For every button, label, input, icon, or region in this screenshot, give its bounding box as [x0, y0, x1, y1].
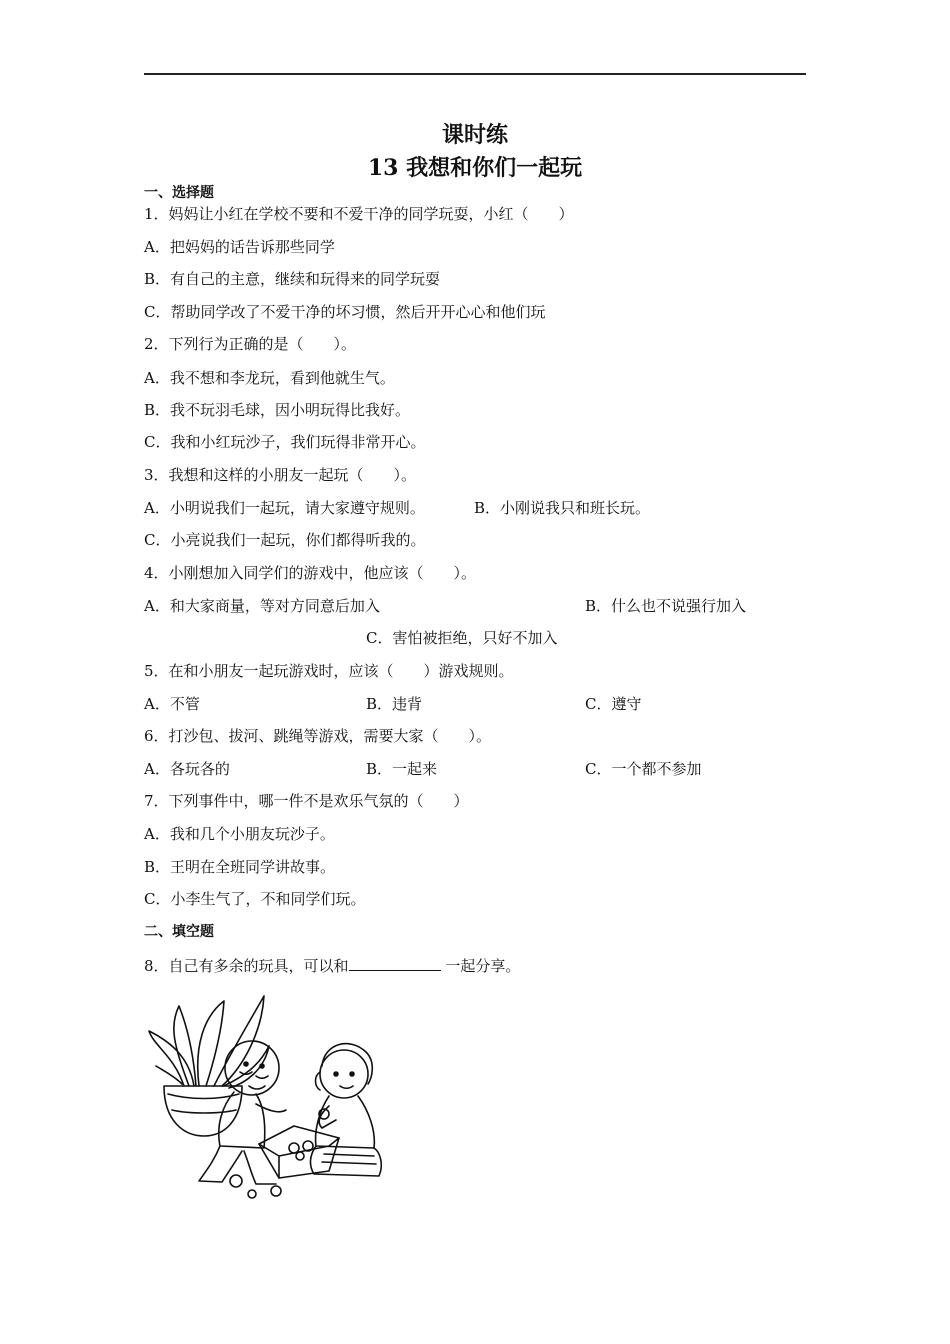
question-7-option-b: B．王明在全班同学讲故事。: [144, 858, 336, 876]
question-5-stem: 5．在和小朋友一起玩游戏时，应该（ ）游戏规则。: [144, 662, 514, 680]
question-1-option-c: C．帮助同学改了不爱干净的坏习惯，然后开开心心和他们玩: [144, 303, 546, 321]
question-1-stem: 1．妈妈让小红在学校不要和不爱干净的同学玩耍，小红（ ）: [144, 205, 574, 223]
question-6-option-b: B．一起来: [366, 760, 438, 778]
question-8: [144, 956, 520, 976]
question-5-option-a: A．不管: [144, 695, 200, 713]
lesson-title: 13 我想和你们一起玩: [367, 155, 583, 181]
page-title: 课时练: [441, 122, 508, 148]
question-6-option-c: C．一个都不参加: [585, 760, 702, 778]
question-1-option-b: B．有自己的主意，继续和玩得来的同学玩耍: [144, 270, 441, 288]
question-6-option-a: A．各玩各的: [144, 760, 230, 778]
question-8-text-after: 一起分享。: [440, 957, 521, 975]
question-8-text-before: 8．自己有多余的玩具，可以和: [144, 957, 349, 975]
question-2-stem: 2．下列行为正确的是（ ）。: [144, 335, 357, 353]
question-4-stem: 4．小刚想加入同学们的游戏中，他应该（ ）。: [144, 564, 477, 582]
question-3-option-a: A．小明说我们一起玩，请大家遵守规则。: [144, 499, 425, 517]
question-2-option-b: B．我不玩羽毛球，因小明玩得比我好。: [144, 401, 411, 419]
question-7-option-c: C．小李生气了，不和同学们玩。: [144, 890, 366, 908]
question-4-option-b: B．什么也不说强行加入: [585, 597, 747, 615]
question-5-option-b: B．违背: [366, 695, 423, 713]
question-6-stem: 6．打沙包、拔河、跳绳等游戏，需要大家（ ）。: [144, 727, 492, 745]
question-3-option-c: C．小亮说我们一起玩，你们都得听我的。: [144, 531, 426, 549]
question-4-option-a: A．和大家商量，等对方同意后加入: [144, 597, 380, 615]
answer-blank[interactable]: [349, 956, 441, 971]
question-4-option-c: C．害怕被拒绝，只好不加入: [366, 629, 558, 647]
question-5-option-c: C．遵守: [585, 695, 642, 713]
question-2-option-c: C．我和小红玩沙子，我们玩得非常开心。: [144, 433, 426, 451]
section-heading-choice: 一、选择题: [144, 185, 214, 201]
question-7-stem: 7．下列事件中，哪一件不是欢乐气氛的（ ）: [144, 792, 469, 810]
question-7-option-a: A．我和几个小朋友玩沙子。: [144, 825, 335, 843]
section-heading-fill: 二、填空题: [144, 924, 214, 940]
question-1-option-a: A．把妈妈的话告诉那些同学: [144, 238, 335, 256]
question-3-stem: 3．我想和这样的小朋友一起玩（ ）。: [144, 466, 417, 484]
question-3-option-b: B．小刚说我只和班长玩。: [474, 499, 651, 517]
header-rule: [144, 73, 806, 75]
question-2-option-a: A．我不想和李龙玩，看到他就生气。: [144, 369, 395, 387]
children-sharing-toys-illustration: [144, 986, 404, 1201]
